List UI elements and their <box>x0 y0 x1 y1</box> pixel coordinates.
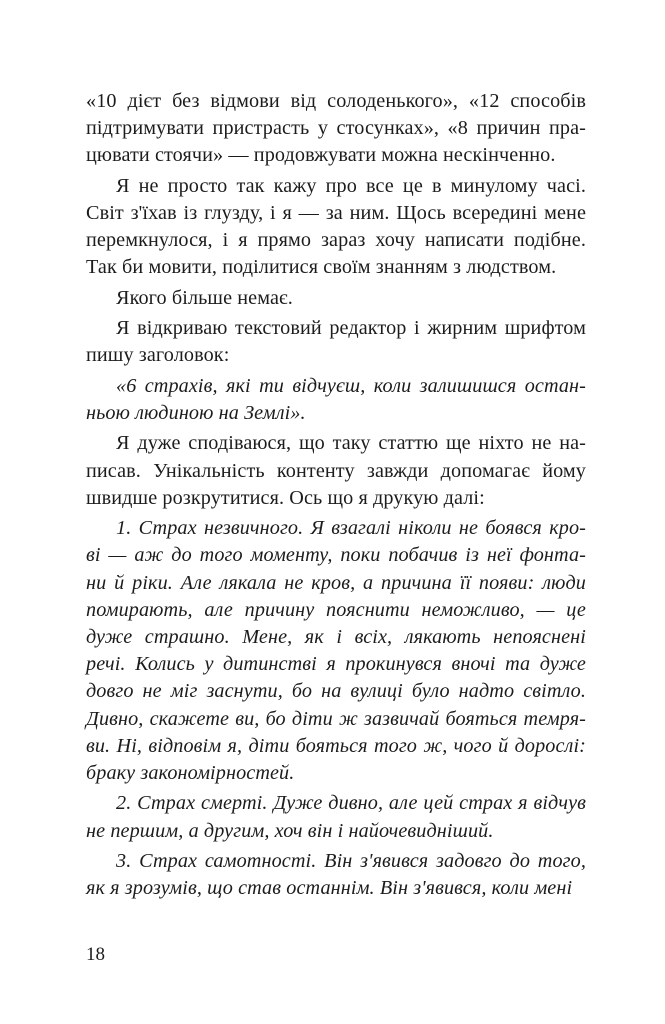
text-line: не першим, а другим, хоч він і найочевидніший. <box>86 819 494 842</box>
paragraph <box>86 88 586 170</box>
paragraph <box>86 373 586 427</box>
text-line: Я дуже сподіваюся, що таку статтю ще ніхто не на- <box>116 432 586 455</box>
text-line: швидше розкрутитися. Ось що я друкую далі: <box>86 486 485 509</box>
body-text <box>86 88 586 902</box>
text-line: речі. Колись у дитинстві я прокинувся вночі та дуже <box>86 653 586 676</box>
text-line: ві — аж до того моменту, поки побачив із неї фонта- <box>86 544 586 567</box>
text-line: довго не міг заснути, бо на вулиці було надто світло. <box>86 680 586 703</box>
text-line: Так би мовити, поділитися своїм знанням з людством. <box>86 256 557 279</box>
text-line: ни й ріки. Але лякала не кров, а причина її появи: люди <box>86 571 586 594</box>
text-line: Світ з'їхав із глузду, і я — за ним. Щось всередині мене <box>86 202 586 224</box>
paragraph <box>86 790 586 844</box>
text-line: Я не просто так кажу про все це в минулому часі. <box>116 174 586 197</box>
text-line: пишу заголовок: <box>86 344 230 367</box>
text-line: підтримувати пристрасть у стосунках», «8 причин пра- <box>86 117 586 140</box>
text-line: «6 страхів, які ти відчуєш, коли залишишся остан- <box>116 374 586 397</box>
paragraph <box>86 515 586 787</box>
paragraph <box>86 848 586 902</box>
text-line: Я відкриваю текстовий редактор і жирним шрифтом <box>116 317 586 340</box>
paragraph <box>86 315 586 369</box>
text-line: Якого більше немає. <box>116 286 293 309</box>
text-line: 3. Страх самотності. Він з'явився задовго до того, <box>116 849 586 872</box>
text-line: помирають, але причину пояснити неможливо, — це <box>86 598 586 621</box>
page-number: 18 <box>86 944 105 965</box>
text-line: перемкнулося, і я прямо зараз хочу написати подібне. <box>86 229 586 252</box>
text-line: «10 дієт без відмови від солоденького», «12 способів <box>86 90 586 112</box>
text-line: браку закономірностей. <box>86 762 295 784</box>
paragraph <box>86 173 586 282</box>
text-line: дуже страшно. Мене, як і всіх, лякають непояснені <box>86 625 586 648</box>
text-line: цювати стоячи» — продовжувати можна нескінченно. <box>86 144 556 167</box>
text-line: ньою людиною на Землі». <box>86 401 306 424</box>
text-line: 1. Страх незвичного. Я взагалі ніколи не боявся кро- <box>116 517 586 540</box>
text-line: як я зрозумів, що став останнім. Він з'явився, коли мені <box>86 877 573 900</box>
text-line: ви. Ні, відповім я, діти бояться того ж, чого й дорослі: <box>86 734 586 757</box>
text-line: 2. Страх смерті. Дуже дивно, але цей страх я відчув <box>116 792 586 815</box>
paragraph <box>86 285 586 312</box>
text-line: Дивно, скажете ви, бо діти ж зазвичай бояться темря- <box>86 707 586 730</box>
paragraph <box>86 430 586 512</box>
text-line: писав. Унікальність контенту завжди допомагає йому <box>86 459 586 482</box>
